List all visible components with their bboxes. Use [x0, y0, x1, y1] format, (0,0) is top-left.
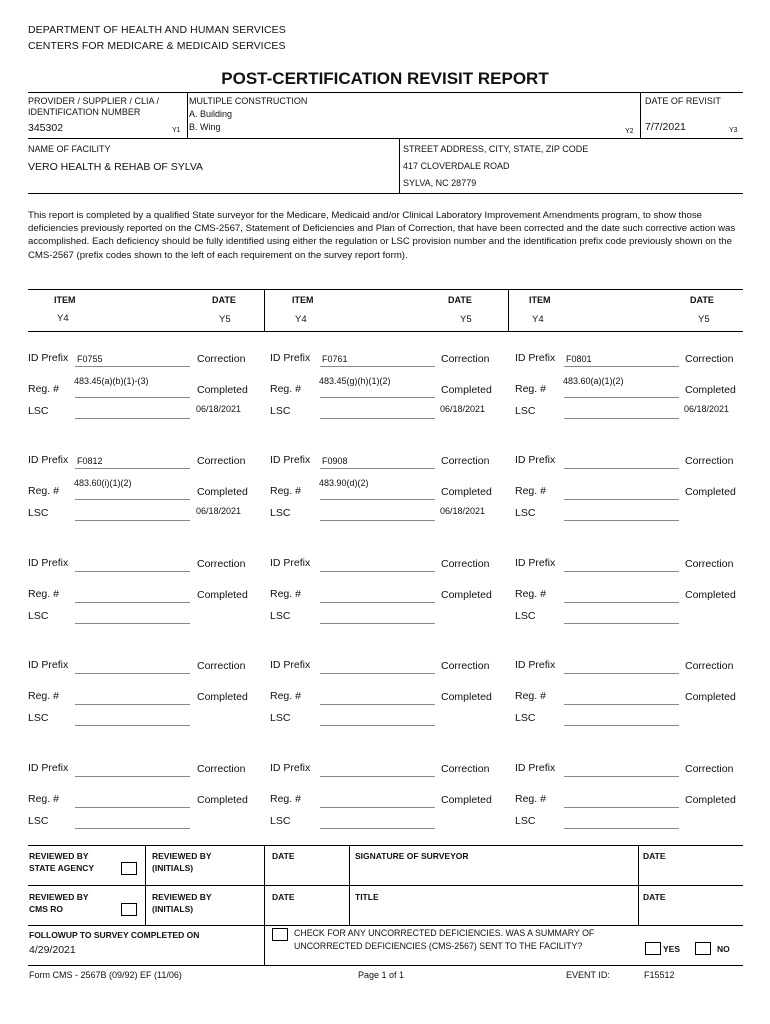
- correction-label: Correction: [441, 455, 490, 467]
- date-label-4: DATE: [643, 892, 666, 902]
- reg-label: Reg. #: [515, 793, 546, 805]
- uncorrected-text-2: UNCORRECTED DEFICIENCIES (CMS-2567) SENT TO THE FACILITY?: [294, 941, 583, 951]
- yes-label: YES: [663, 944, 681, 954]
- lsc-label: LSC: [515, 712, 536, 724]
- provider-label: PROVIDER / SUPPLIER / CLIA /: [28, 96, 160, 106]
- reg-label: Reg. #: [270, 588, 301, 600]
- department-name: DEPARTMENT OF HEALTH AND HUMAN SERVICES: [28, 24, 286, 36]
- initials-label-2: (INITIALS): [152, 904, 194, 914]
- lsc-line: [320, 418, 435, 419]
- date-of-revisit-label: DATE OF REVISIT: [645, 96, 721, 106]
- id-prefix-line: [75, 366, 190, 367]
- completed-label: Completed: [441, 589, 492, 601]
- completed-label: Completed: [685, 486, 736, 498]
- lsc-line: [564, 418, 679, 419]
- state-agency-label: STATE AGENCY: [29, 863, 95, 873]
- id-prefix-value[interactable]: F0801: [566, 354, 592, 364]
- lsc-line: [564, 725, 679, 726]
- state-agency-checkbox[interactable]: [121, 862, 137, 875]
- id-prefix-label: ID Prefix: [28, 659, 69, 671]
- y5-code-3: Y5: [698, 314, 710, 325]
- lsc-line: [320, 623, 435, 624]
- reg-line: [75, 602, 190, 603]
- no-checkbox[interactable]: [695, 942, 711, 955]
- completed-label: Completed: [197, 486, 248, 498]
- id-prefix-value[interactable]: F0761: [322, 354, 348, 364]
- instructions-paragraph: This report is completed by a qualified State surveyor for the Medicare, Medicaid and/or Clinical Laboratory Improvement Amendments program, to show those deficiencies previously reported on the CMS-2567, Statement of Deficiencies and Plan of Correction, that have been corrected and the date such corrective action was accomplished. Each deficiency should be fully identified using either the regulation or LSC provision number and the identification prefix code previously shown on the CMS-2567 (prefix codes shown to the left of each requirement on the survey report form).: [28, 210, 736, 261]
- y4-code-2: Y4: [295, 314, 307, 325]
- followup-date[interactable]: 4/29/2021: [29, 944, 76, 956]
- id-prefix-line: [75, 571, 190, 572]
- reg-number-value[interactable]: 483.45(a)(b)(1)-(3): [74, 376, 149, 386]
- item-header-3: ITEM: [529, 295, 551, 305]
- initials-label: (INITIALS): [152, 863, 194, 873]
- id-prefix-label: ID Prefix: [28, 762, 69, 774]
- id-prefix-line: [75, 673, 190, 674]
- completed-label: Completed: [685, 691, 736, 703]
- reg-line: [320, 499, 435, 500]
- y3-code: Y3: [729, 127, 738, 134]
- date-of-revisit-value[interactable]: 7/7/2021: [645, 121, 686, 133]
- reg-label: Reg. #: [515, 690, 546, 702]
- correction-label: Correction: [685, 558, 734, 570]
- completed-date[interactable]: 06/18/2021: [196, 506, 242, 516]
- lsc-label: LSC: [515, 507, 536, 519]
- correction-label: Correction: [441, 763, 490, 775]
- reg-line: [564, 499, 679, 500]
- reviewed-by-initials-label: REVIEWED BY: [152, 851, 212, 861]
- completed-label: Completed: [441, 486, 492, 498]
- id-prefix-label: ID Prefix: [270, 762, 311, 774]
- completed-label: Completed: [685, 384, 736, 396]
- id-prefix-line: [564, 673, 679, 674]
- y4-code-1: Y4: [57, 313, 69, 324]
- reg-line: [564, 397, 679, 398]
- id-prefix-label: ID Prefix: [28, 557, 69, 569]
- completed-label: Completed: [685, 794, 736, 806]
- id-prefix-line: [75, 776, 190, 777]
- reviewed-by-initials-label-2: REVIEWED BY: [152, 892, 212, 902]
- correction-label: Correction: [685, 353, 734, 365]
- lsc-label: LSC: [28, 712, 49, 724]
- lsc-line: [564, 623, 679, 624]
- lsc-label: LSC: [515, 610, 536, 622]
- id-prefix-line: [564, 776, 679, 777]
- event-id-label: EVENT ID:: [566, 970, 610, 980]
- lsc-label: LSC: [270, 405, 291, 417]
- date-header-1: DATE: [212, 295, 236, 305]
- completed-date[interactable]: 06/18/2021: [440, 506, 486, 516]
- lsc-line: [75, 725, 190, 726]
- completed-label: Completed: [197, 691, 248, 703]
- date-header-3: DATE: [690, 295, 714, 305]
- reg-label: Reg. #: [515, 588, 546, 600]
- building-label: A. Building: [189, 109, 233, 119]
- lsc-label: LSC: [28, 405, 49, 417]
- correction-label: Correction: [441, 353, 490, 365]
- item-header-1: ITEM: [54, 295, 76, 305]
- completed-label: Completed: [441, 794, 492, 806]
- id-prefix-line: [320, 776, 435, 777]
- correction-label: Correction: [197, 455, 246, 467]
- reg-line: [320, 602, 435, 603]
- y4-code-3: Y4: [532, 314, 544, 325]
- multiple-construction-label: MULTIPLE CONSTRUCTION: [189, 96, 308, 106]
- centers-name: CENTERS FOR MEDICARE & MEDICAID SERVICES: [28, 40, 286, 52]
- completed-label: Completed: [685, 589, 736, 601]
- id-prefix-label: ID Prefix: [270, 454, 311, 466]
- reg-line: [75, 499, 190, 500]
- form-number: Form CMS - 2567B (09/92) EF (11/06): [29, 970, 182, 980]
- id-prefix-line: [564, 366, 679, 367]
- reg-line: [75, 807, 190, 808]
- cms-ro-label: CMS RO: [29, 904, 63, 914]
- completed-label: Completed: [197, 589, 248, 601]
- correction-label: Correction: [197, 558, 246, 570]
- id-prefix-label: ID Prefix: [515, 454, 556, 466]
- facility-label: NAME OF FACILITY: [28, 144, 111, 154]
- lsc-line: [75, 520, 190, 521]
- lsc-line: [320, 520, 435, 521]
- lsc-line: [320, 725, 435, 726]
- lsc-line: [564, 520, 679, 521]
- yes-checkbox[interactable]: [645, 942, 661, 955]
- uncorrected-text-1: CHECK FOR ANY UNCORRECTED DEFICIENCIES. WAS A SUMMARY OF: [294, 928, 595, 938]
- item-header-2: ITEM: [292, 295, 314, 305]
- completed-date[interactable]: 06/18/2021: [440, 404, 486, 414]
- id-prefix-line: [320, 673, 435, 674]
- reg-label: Reg. #: [515, 383, 546, 395]
- id-prefix-line: [564, 571, 679, 572]
- wing-label: B. Wing: [189, 122, 221, 132]
- lsc-label: LSC: [515, 815, 536, 827]
- y1-code: Y1: [172, 127, 181, 134]
- y5-code-1: Y5: [219, 314, 231, 325]
- correction-label: Correction: [685, 660, 734, 672]
- reg-label: Reg. #: [28, 383, 59, 395]
- correction-label: Correction: [441, 660, 490, 672]
- reviewed-by-cms-label: REVIEWED BY: [29, 892, 89, 902]
- facility-name[interactable]: VERO HEALTH & REHAB OF SYLVA: [28, 161, 204, 173]
- reg-label: Reg. #: [28, 588, 59, 600]
- lsc-line: [564, 828, 679, 829]
- reg-number-value[interactable]: 483.90(d)(2): [319, 478, 369, 488]
- reg-line: [564, 807, 679, 808]
- lsc-label: LSC: [270, 507, 291, 519]
- no-label: NO: [717, 944, 730, 954]
- id-prefix-value[interactable]: F0755: [77, 354, 103, 364]
- y2-code: Y2: [625, 128, 634, 135]
- reg-label: Reg. #: [28, 485, 59, 497]
- correction-label: Correction: [197, 763, 246, 775]
- id-prefix-line: [75, 468, 190, 469]
- lsc-line: [75, 828, 190, 829]
- lsc-label: LSC: [270, 712, 291, 724]
- lsc-line: [75, 418, 190, 419]
- completed-label: Completed: [441, 384, 492, 396]
- lsc-label: LSC: [270, 815, 291, 827]
- reg-label: Reg. #: [28, 690, 59, 702]
- completed-label: Completed: [441, 691, 492, 703]
- lsc-label: LSC: [515, 405, 536, 417]
- reviewed-by-state-label: REVIEWED BY: [29, 851, 89, 861]
- lsc-line: [75, 623, 190, 624]
- id-prefix-line: [320, 571, 435, 572]
- date-label-3: DATE: [272, 892, 295, 902]
- uncorrected-checkbox[interactable]: [272, 928, 288, 941]
- lsc-label: LSC: [28, 815, 49, 827]
- date-label-1: DATE: [272, 851, 295, 861]
- reg-number-value[interactable]: 483.45(g)(h)(1)(2): [319, 376, 391, 386]
- page-number: Page 1 of 1: [358, 970, 405, 980]
- correction-label: Correction: [197, 353, 246, 365]
- signature-label: SIGNATURE OF SURVEYOR: [355, 851, 469, 861]
- event-id-value: F15512: [644, 970, 675, 980]
- correction-label: Correction: [685, 455, 734, 467]
- reg-line: [564, 704, 679, 705]
- reg-number-value[interactable]: 483.60(a)(1)(2): [563, 376, 624, 386]
- id-prefix-label: ID Prefix: [515, 352, 556, 364]
- y5-code-2: Y5: [460, 314, 472, 325]
- id-prefix-label: ID Prefix: [28, 352, 69, 364]
- reg-label: Reg. #: [515, 485, 546, 497]
- correction-label: Correction: [197, 660, 246, 672]
- id-prefix-value[interactable]: F0812: [77, 456, 103, 466]
- id-prefix-label: ID Prefix: [270, 557, 311, 569]
- page-title: POST-CERTIFICATION REVISIT REPORT: [221, 69, 549, 88]
- id-prefix-label: ID Prefix: [28, 454, 69, 466]
- provider-label-2: IDENTIFICATION NUMBER: [28, 107, 141, 117]
- id-prefix-label: ID Prefix: [270, 659, 311, 671]
- reg-label: Reg. #: [270, 793, 301, 805]
- completed-date[interactable]: 06/18/2021: [684, 404, 730, 414]
- lsc-line: [320, 828, 435, 829]
- correction-label: Correction: [685, 763, 734, 775]
- title-label: TITLE: [355, 892, 379, 902]
- id-prefix-label: ID Prefix: [270, 352, 311, 364]
- reg-line: [564, 602, 679, 603]
- id-prefix-label: ID Prefix: [515, 659, 556, 671]
- completed-label: Completed: [197, 794, 248, 806]
- followup-label: FOLLOWUP TO SURVEY COMPLETED ON: [29, 930, 200, 940]
- id-prefix-line: [320, 366, 435, 367]
- reg-line: [75, 397, 190, 398]
- address-label: STREET ADDRESS, CITY, STATE, ZIP CODE: [403, 144, 589, 154]
- reg-line: [320, 704, 435, 705]
- reg-line: [320, 397, 435, 398]
- reg-label: Reg. #: [270, 690, 301, 702]
- lsc-label: LSC: [270, 610, 291, 622]
- id-prefix-line: [564, 468, 679, 469]
- lsc-label: LSC: [28, 610, 49, 622]
- id-prefix-value[interactable]: F0908: [322, 456, 348, 466]
- id-prefix-label: ID Prefix: [515, 762, 556, 774]
- correction-label: Correction: [441, 558, 490, 570]
- reg-label: Reg. #: [28, 793, 59, 805]
- cms-ro-checkbox[interactable]: [121, 903, 137, 916]
- reg-line: [320, 807, 435, 808]
- reg-label: Reg. #: [270, 485, 301, 497]
- address-line-2[interactable]: SYLVA, NC 28779: [403, 178, 477, 188]
- id-prefix-line: [320, 468, 435, 469]
- reg-number-value[interactable]: 483.60(i)(1)(2): [74, 478, 132, 488]
- completed-label: Completed: [197, 384, 248, 396]
- reg-line: [75, 704, 190, 705]
- provider-number[interactable]: 345302: [28, 122, 64, 134]
- completed-date[interactable]: 06/18/2021: [196, 404, 242, 414]
- date-label-2: DATE: [643, 851, 666, 861]
- reg-label: Reg. #: [270, 383, 301, 395]
- date-header-2: DATE: [448, 295, 472, 305]
- address-line-1[interactable]: 417 CLOVERDALE ROAD: [403, 161, 510, 171]
- lsc-label: LSC: [28, 507, 49, 519]
- id-prefix-label: ID Prefix: [515, 557, 556, 569]
